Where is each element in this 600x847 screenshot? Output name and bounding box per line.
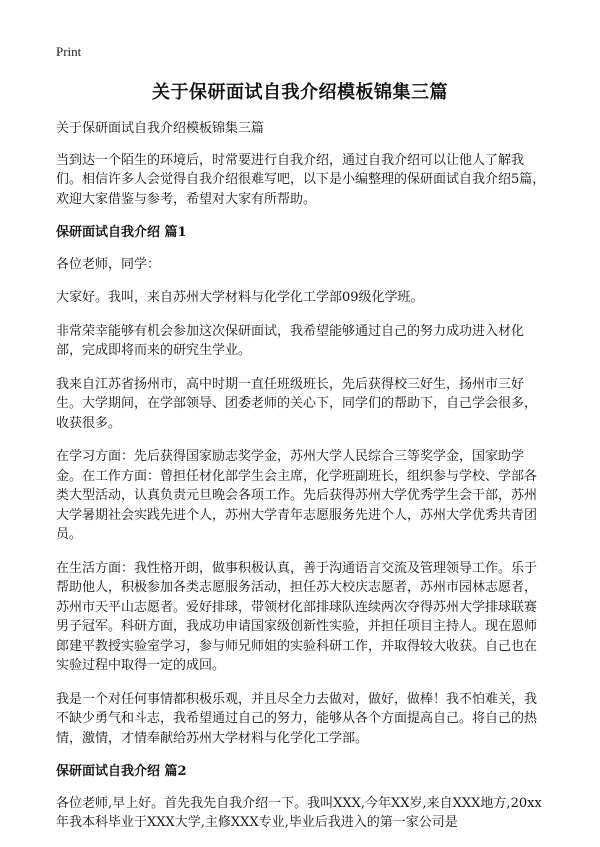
article-body	[56, 119, 548, 847]
paragraph: 各位老师，同学：	[56, 256, 161, 272]
section-heading-2: 保研面试自我介绍 篇2	[56, 764, 187, 779]
page-title: 关于保研面试自我介绍模板锦集三篇	[152, 82, 448, 103]
print-link[interactable]: Print	[56, 44, 82, 59]
paragraph: 在学习方面：先后获得国家励志奖学金，苏州大学人民综合三等奖学金，国家助学金。在工作方面：曾担任材化部学生会主席，化学班副班长，组织参与学校、学部各类大型活动，认真负责元旦晚会各项工作。先后获得苏州大学优秀学生会干部，苏州大学暑期社会实践先进个人，苏州大学青年志愿服务先进个人，苏州大学优秀共青团员。	[56, 449, 538, 542]
paragraph: 我是一个对任何事情都积极乐观，并且尽全力去做对，做好，做棒！我不怕难关，我不缺少勇气和斗志，我希望通过自己的努力，能够从各个方面提高自己。将自己的热情，激情，才情奉献给苏州大学材料与化学化工学部。	[56, 691, 538, 746]
paragraph: 大家好。我叫，来自苏州大学材料与化学化工学部09级化学班。	[56, 290, 424, 305]
paragraph: 在生活方面：我性格开朗，做事积极认真，善于沟通语言交流及管理领导工作。乐于帮助他人，积极参加各类志愿服务活动，担任苏大校庆志愿者，苏州市园林志愿者，苏州市天平山志愿者。爱好排球，带领材化部排球队连续两次夺得苏州大学排球联赛男子冠军。科研方面，我成功申请国家级创新性实验，并担任项目主持人。现在恩师郎建平教授实验室学习，参与师兄师姐的实验科研工作，并取得较大收获。自己也在实验过程中取得一定的成回。	[56, 560, 538, 673]
paragraph: 我来自江苏省扬州市，高中时期一直任班级班长，先后获得校三好生，扬州市三好生。大学期间，在学部领导、团委老师的关心下，同学们的帮助下，自己学会很多，收获很多。	[56, 376, 538, 431]
section-heading-1: 保研面试自我介绍 篇1	[56, 225, 187, 240]
intro-paragraph: 当到达一个陌生的环境后，时常要进行自我介绍，通过自我介绍可以让他人了解我们。相信许多人会觉得自我介绍很难写吧，以下是小编整理的保研面试自我介绍5篇，欢迎大家借鉴与参考，希望对大家有所帮助。	[56, 152, 546, 207]
paragraph: 非常荣幸能够有机会参加这次保研面试，我希望能够通过自己的努力成功进入材化部，完成即将而来的研究生学业。	[56, 323, 525, 358]
paragraph: 各位老师,早上好。首先我先自我介绍一下。我叫XXX,今年XX岁,来自XXX地方,20xx年我本科毕业于XXX大学,主修XXX专业,毕业后我进入的第一家公司是	[56, 795, 542, 830]
article-subtitle: 关于保研面试自我介绍模板锦集三篇	[56, 121, 265, 136]
